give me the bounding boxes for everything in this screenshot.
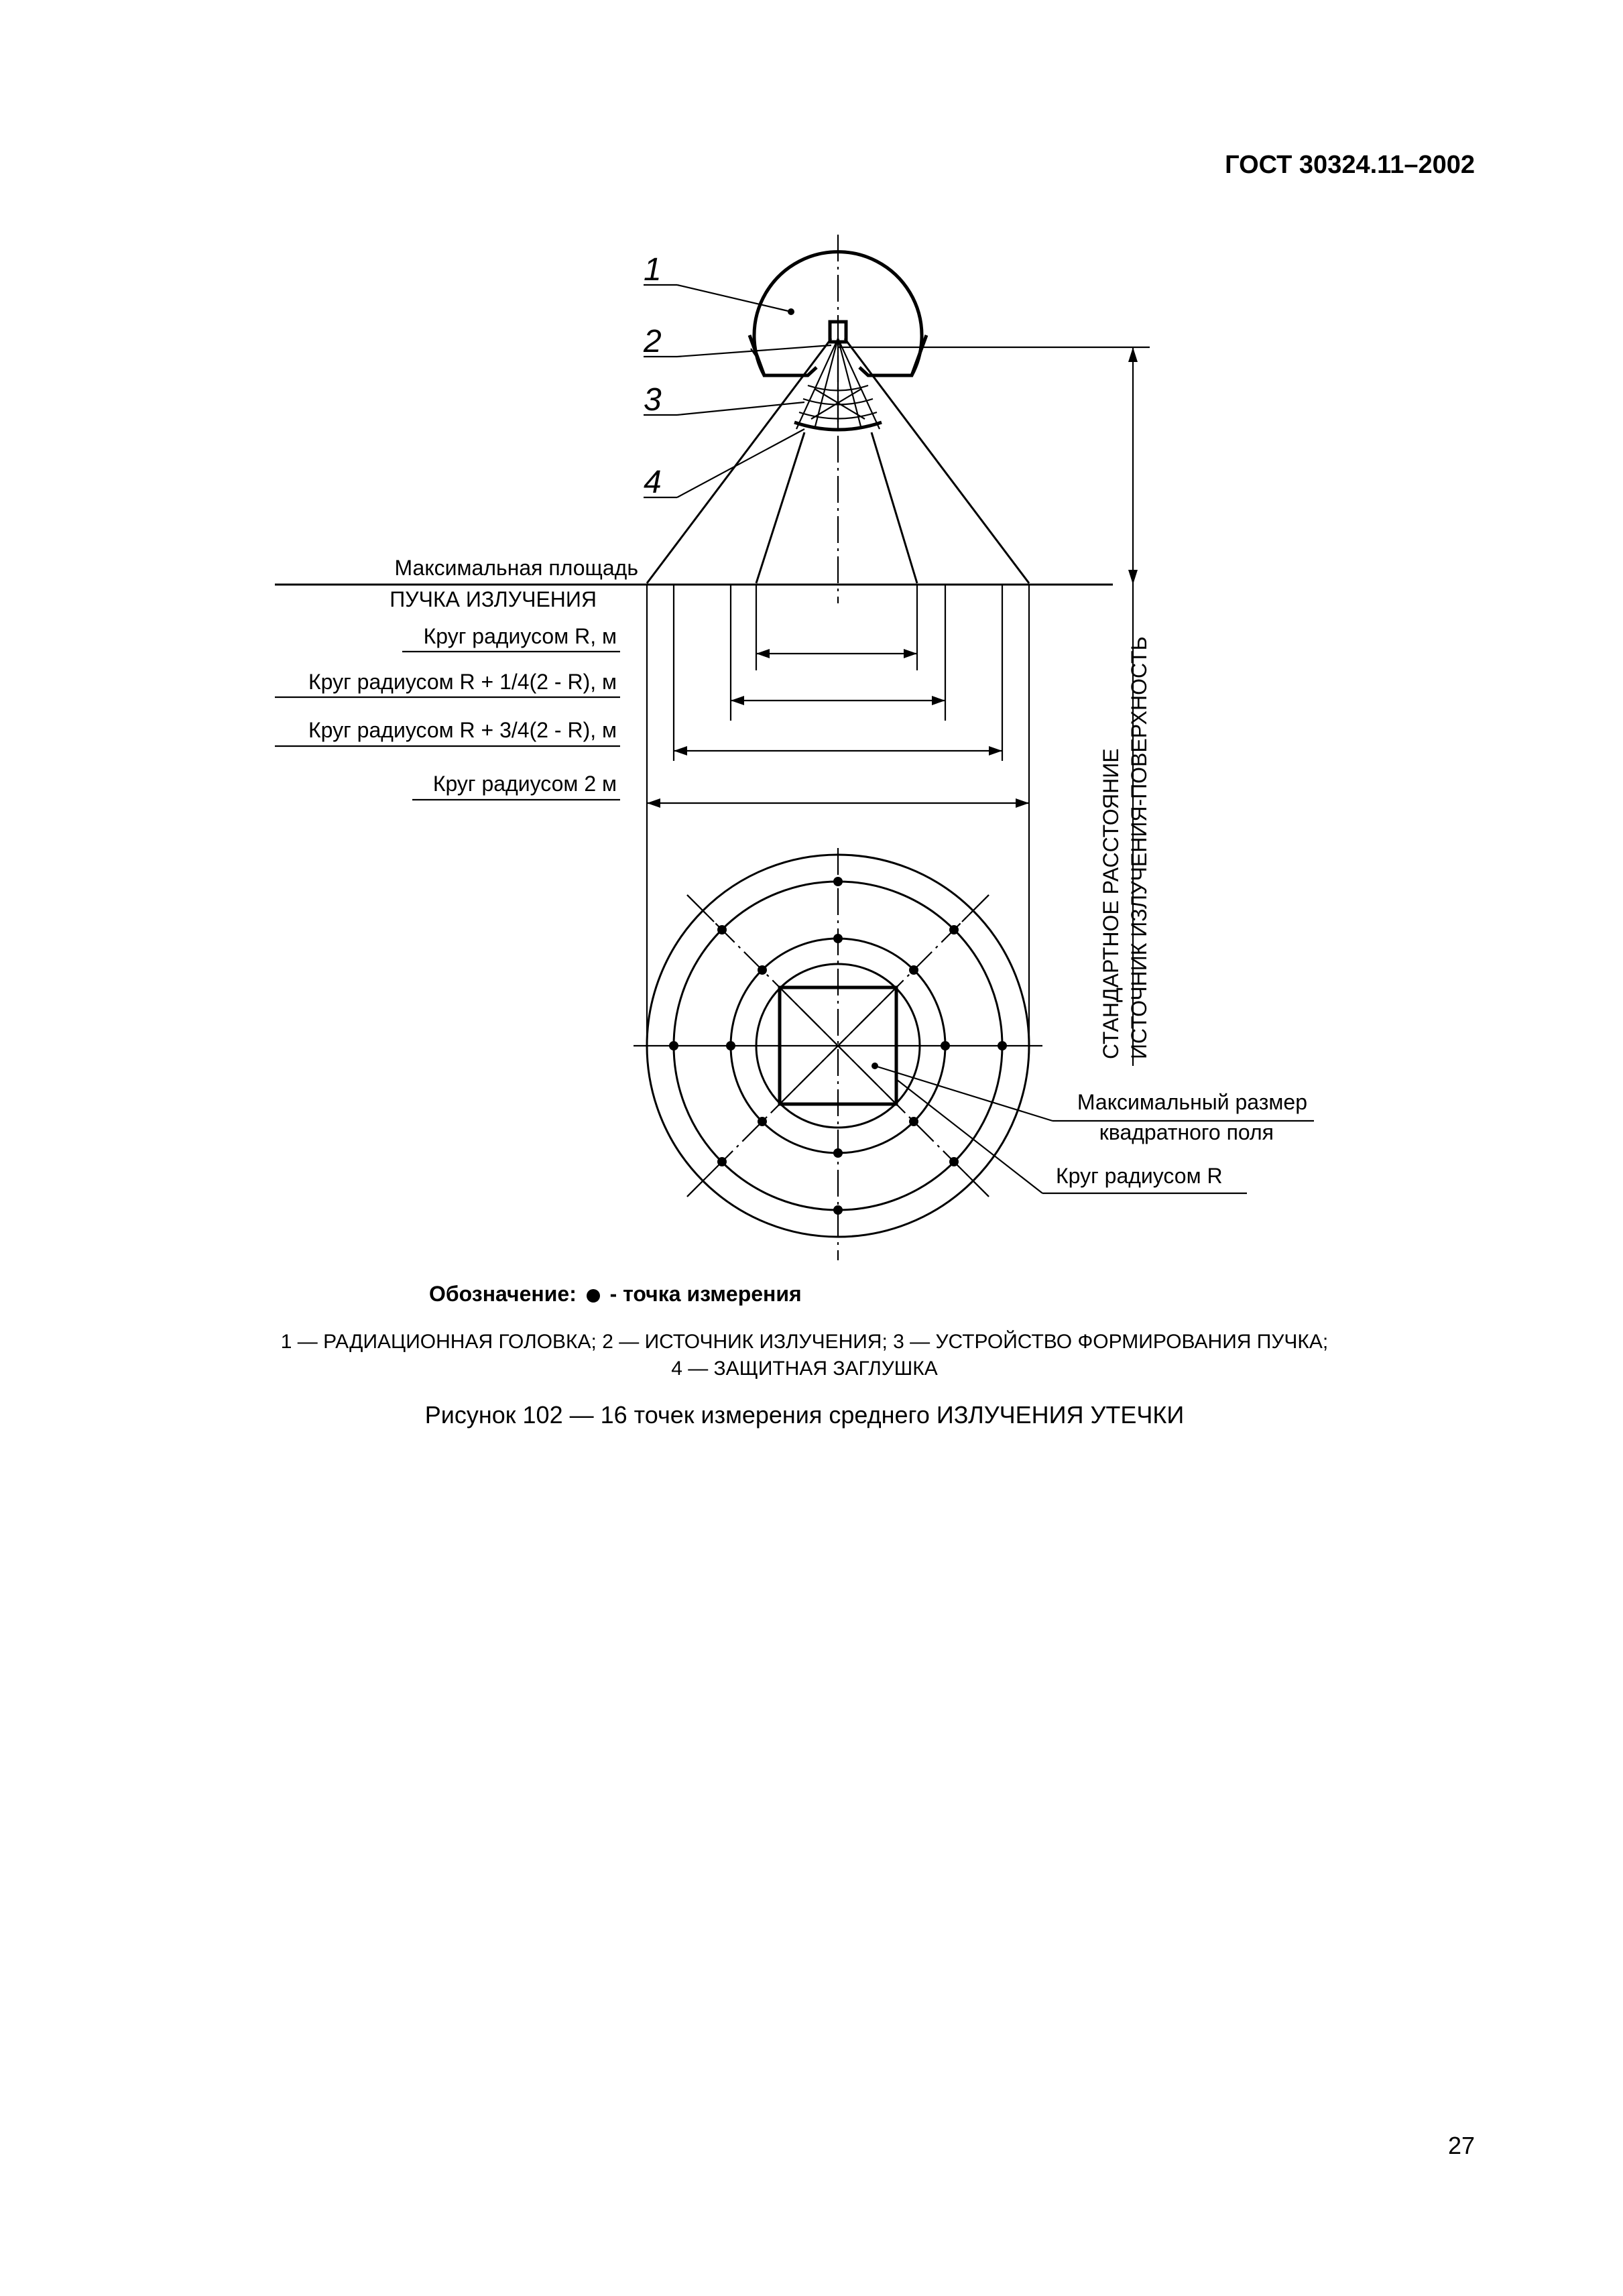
figure-key-line-1: 1 — РАДИАЦИОННАЯ ГОЛОВКА; 2 — ИСТОЧНИК ИЗЛУЧЕНИЯ; 3 — УСТРОЙСТВО ФОРМИРОВАНИЯ ПУЧКА; xyxy=(280,1331,1329,1353)
figure-caption: Рисунок 102 — 16 точек измерения среднего ИЗЛУЧЕНИЯ УТЕЧКИ xyxy=(424,1401,1185,1429)
label-circle-r: Круг радиусом R, м xyxy=(423,624,617,648)
label-circle-2m: Круг радиусом 2 м xyxy=(432,772,617,796)
label-standard-distance-1: СТАНДАРТНОЕ РАССТОЯНИЕ xyxy=(1099,748,1123,1059)
label-standard-distance-2: ИСТОЧНИК ИЗЛУЧЕНИЯ-ПОВЕРХНОСТЬ xyxy=(1127,636,1151,1059)
label-max-area-1: Максимальная площадь xyxy=(394,556,638,580)
label-max-area-2: ПУЧКА ИЗЛУЧЕНИЯ xyxy=(389,587,597,611)
callout-2: 2 xyxy=(644,324,662,359)
beam-edge-right xyxy=(845,339,1029,583)
label-square-field-1: Максимальный размер xyxy=(1077,1090,1307,1114)
figure-key-line-2: 4 — ЗАЩИТНАЯ ЗАГЛУШКА xyxy=(671,1357,938,1380)
legend-prefix: Обозначение: xyxy=(429,1282,577,1306)
label-circle-r14: Круг радиусом R + 1/4(2 - R), м xyxy=(308,670,617,694)
label-square-field-2: квадратного поля xyxy=(1099,1120,1274,1144)
callout-4: 4 xyxy=(644,465,662,500)
label-circle-radius-r: Круг радиусом R xyxy=(1056,1164,1223,1188)
page-number: 27 xyxy=(1447,2132,1475,2159)
beam-edge-left xyxy=(647,339,831,583)
callout-3: 3 xyxy=(644,382,662,418)
label-circle-r34: Круг радиусом R + 3/4(2 - R), м xyxy=(308,718,617,742)
callout-1: 1 xyxy=(644,252,662,288)
plan-view xyxy=(634,848,1042,1260)
legend xyxy=(429,1282,802,1307)
legend-suffix: - точка измерения xyxy=(609,1282,802,1306)
measurement-point-icon xyxy=(587,1289,600,1303)
beam-shaping-device xyxy=(794,339,882,430)
standard-header: ГОСТ 30324.11–2002 xyxy=(1225,151,1475,179)
